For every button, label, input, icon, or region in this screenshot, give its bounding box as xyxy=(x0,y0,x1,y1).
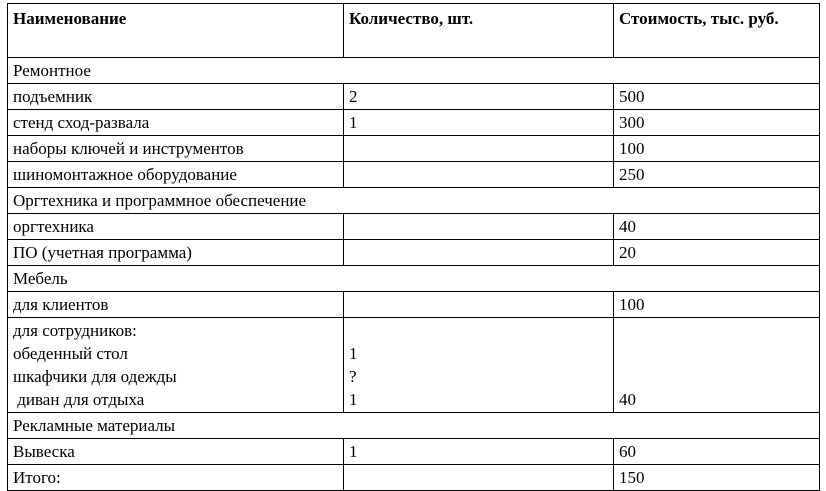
header-cost: Стоимость, тыс. руб. xyxy=(614,4,820,58)
cell-name: оргтехника xyxy=(8,214,344,240)
table-row xyxy=(8,136,820,162)
table-row xyxy=(8,240,820,266)
section-repair: Ремонтное xyxy=(8,58,820,84)
equipment-cost-table xyxy=(7,3,820,491)
cell-cost: 250 xyxy=(614,162,820,188)
cell-cost: 100 xyxy=(614,136,820,162)
cell-quantity: 1 xyxy=(344,110,614,136)
cell-cost: 100 xyxy=(614,292,820,318)
table-row xyxy=(8,318,820,413)
cell-name: шиномонтажное оборудование xyxy=(8,162,344,188)
section-office: Оргтехника и программное обеспечение xyxy=(8,188,820,214)
total-row xyxy=(8,465,820,491)
table-row xyxy=(8,439,820,465)
cell-cost: 60 xyxy=(614,439,820,465)
cell-cost: 300 xyxy=(614,110,820,136)
total-label: Итого: xyxy=(8,465,344,491)
cell-quantity xyxy=(344,162,614,188)
section-furniture: Мебель xyxy=(8,266,820,292)
cell-name: подъемник xyxy=(8,84,344,110)
table-row xyxy=(8,292,820,318)
staff-cost: 40 xyxy=(619,390,636,409)
cell-quantity: 1 xyxy=(344,439,614,465)
staff-qty: 1 xyxy=(349,344,358,363)
section-row xyxy=(8,266,820,292)
cell-quantity xyxy=(344,292,614,318)
cell-name: стенд сход-развала xyxy=(8,110,344,136)
cell-cost: 20 xyxy=(614,240,820,266)
staff-qty xyxy=(349,319,609,342)
staff-line: для сотрудников: xyxy=(13,321,137,340)
table-row xyxy=(8,110,820,136)
table-row xyxy=(8,214,820,240)
cell-quantity xyxy=(344,240,614,266)
cell-cost-staff xyxy=(614,318,820,413)
staff-qty: 1 xyxy=(349,390,358,409)
section-row xyxy=(8,413,820,439)
cell-cost: 40 xyxy=(614,214,820,240)
total-cost: 150 xyxy=(614,465,820,491)
header-name: Наименование xyxy=(8,4,344,58)
cell-name: Вывеска xyxy=(8,439,344,465)
cell-cost: 500 xyxy=(614,84,820,110)
staff-qty: ? xyxy=(349,367,357,386)
staff-line: диван для отдыха xyxy=(13,390,145,409)
cell-name: наборы ключей и инструментов xyxy=(8,136,344,162)
header-quantity: Количество, шт. xyxy=(344,4,614,58)
cell-quantity-staff xyxy=(344,318,614,413)
total-quantity xyxy=(344,465,614,491)
section-row xyxy=(8,58,820,84)
cell-name-staff xyxy=(8,318,344,413)
table-row xyxy=(8,84,820,110)
staff-line: обеденный стол xyxy=(13,344,128,363)
cell-quantity xyxy=(344,214,614,240)
cell-name: ПО (учетная программа) xyxy=(8,240,344,266)
section-ads: Рекламные материалы xyxy=(8,413,820,439)
section-row xyxy=(8,188,820,214)
cell-quantity xyxy=(344,136,614,162)
cell-quantity: 2 xyxy=(344,84,614,110)
table-row xyxy=(8,162,820,188)
cell-name: для клиентов xyxy=(8,292,344,318)
staff-line: шкафчики для одежды xyxy=(13,367,177,386)
header-row xyxy=(8,4,820,58)
